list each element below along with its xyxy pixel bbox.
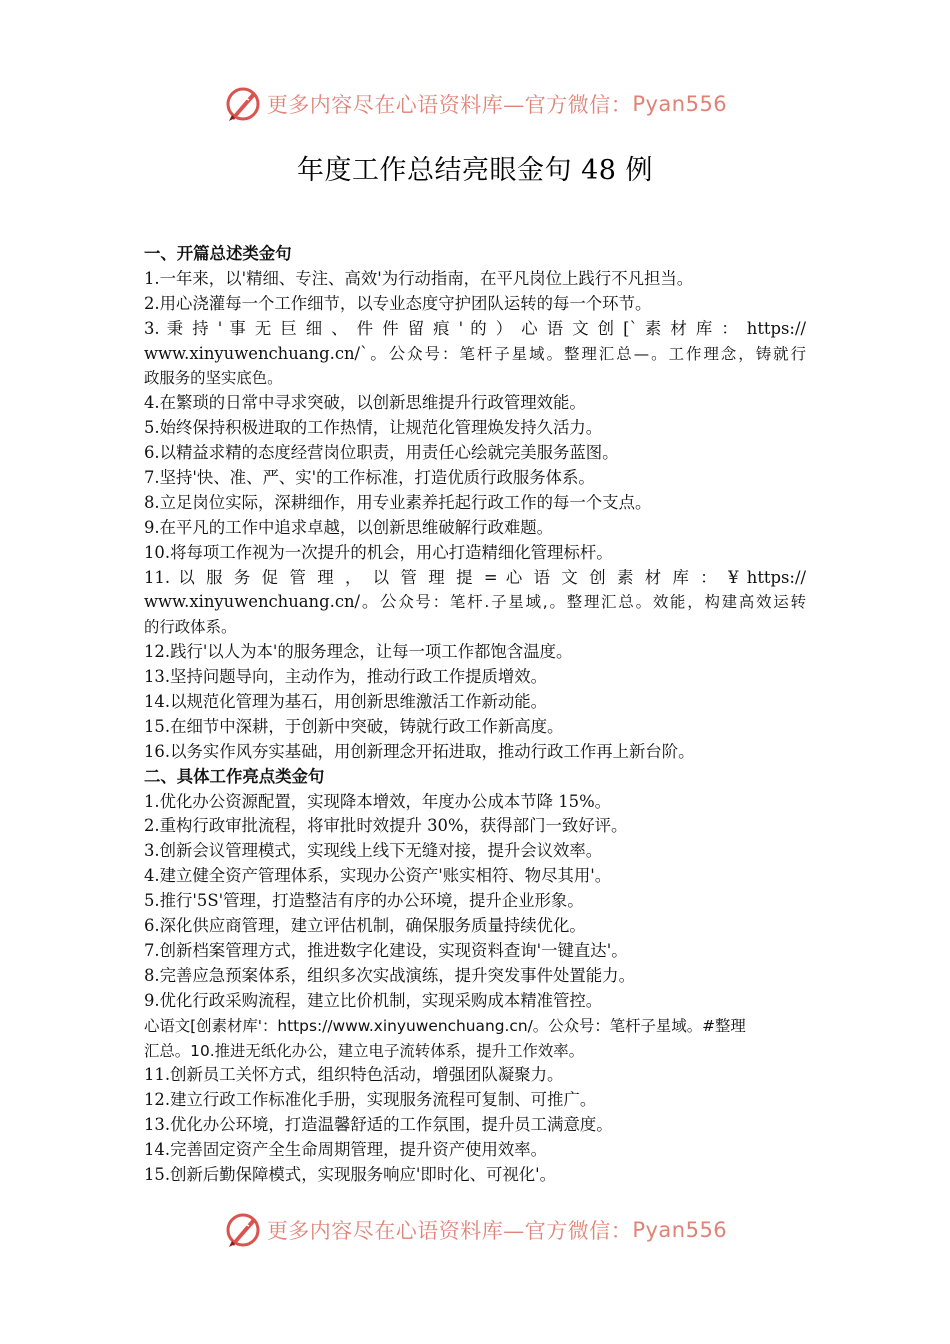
text-line: 1.优化办公资源配置，实现降本增效，年度办公成本节降 15%。 (144, 791, 612, 811)
text-line: www.xinyuwenchuang.cn/`。公众号：笔杆子星域。整理汇总—。工作理念，铸就行 (144, 343, 806, 363)
text-line: 4.在繁琐的日常中寻求突破，以创新思维提升行政管理效能。 (144, 393, 586, 413)
text-line: 2.重构行政审批流程，将审批时效提升 30%，获得部门一致好评。 (144, 816, 628, 836)
banner-wechat-id: Pyan556 (632, 1218, 728, 1242)
text-line: 心语文[创素材库'：https://www.xinyuwenchuang.cn/。公众号：笔杆子星域。#整理 (144, 1016, 746, 1035)
pen-logo-icon (223, 1210, 263, 1250)
text-line: 10.将每项工作视为一次提升的机会，用心打造精细化管理标杆。 (144, 542, 613, 562)
text-line: 8.立足岗位实际，深耕细作，用专业素养托起行政工作的每一个支点。 (144, 492, 652, 512)
page-title: 年度工作总结亮眼金句 48 例 (296, 155, 654, 186)
banner-text: 更多内容尽在心语资料库—官方微信： (266, 93, 633, 117)
text-line: 13.优化办公环境，打造温馨舒适的工作氛围，提升员工满意度。 (144, 1115, 613, 1135)
text-line: 2.用心浇灌每一个工作细节，以专业态度守护团队运转的每一个环节。 (144, 293, 652, 313)
document-body (144, 242, 806, 1188)
text-line: 15.在细节中深耕，于创新中突破，铸就行政工作新高度。 (144, 716, 564, 736)
header-banner (0, 84, 950, 124)
text-line: 4.建立健全资产管理体系，实现办公资产'账实相符、物尽其用'。 (144, 866, 612, 886)
banner-wechat-id: Pyan556 (632, 92, 728, 116)
text-line: 15.创新后勤保障模式，实现服务响应'即时化、可视化'。 (144, 1164, 557, 1184)
text-line: 11. 以 服 务 促 管 理 ， 以 管 理 提 = 心 语 文 创 素 材 库 ： ¥ https:// (144, 567, 806, 587)
text-line: 16.以务实作风夯实基础，用创新理念开拓进取，推动行政工作再上新台阶。 (144, 741, 695, 761)
text-line: 11.创新员工关怀方式，组织特色活动，增强团队凝聚力。 (144, 1065, 564, 1085)
text-line: 8.完善应急预案体系，组织多次实战演练，提升突发事件处置能力。 (144, 965, 635, 985)
text-line: 5.推行'5S'管理，打造整洁有序的办公环境，提升企业形象。 (144, 891, 584, 911)
text-line: 5.始终保持积极进取的工作热情，让规范化管理焕发持久活力。 (144, 418, 603, 438)
section-heading: 一、开篇总述类金句 (144, 244, 292, 263)
text-line: www.xinyuwenchuang.cn/。公众号：笔杆.子星域,。整理汇总。效能，构建高效运转 (144, 592, 806, 612)
text-line: 6.深化供应商管理，建立评估机制，确保服务质量持续优化。 (144, 916, 586, 936)
text-line: 9.优化行政采购流程，建立比价机制，实现采购成本精准管控。 (144, 990, 603, 1010)
text-line: 3.创新会议管理模式，实现线上线下无缝对接，提升会议效率。 (144, 841, 603, 861)
text-line: 1.一年来，以'精细、专注、高效'为行动指南，在平凡岗位上践行不凡担当。 (144, 268, 694, 288)
text-line: 7.坚持'快、准、严、实'的工作标准，打造优质行政服务体系。 (144, 468, 595, 488)
text-line: 6.以精益求精的态度经营岗位职责，用责任心绘就完美服务蓝图。 (144, 443, 619, 463)
text-line: 12.建立行政工作标准化手册，实现服务流程可复制、可推广。 (144, 1090, 597, 1110)
text-line: 9.在平凡的工作中追求卓越，以创新思维破解行政难题。 (144, 517, 554, 537)
text-line: 14.完善固定资产全生命周期管理，提升资产使用效率。 (144, 1140, 548, 1160)
text-line: 7.创新档案管理方式，推进数字化建设，实现资料查询'一键直达'。 (144, 940, 628, 960)
footer-banner (0, 1210, 950, 1250)
text-line: 的行政体系。 (144, 618, 237, 637)
text-line: 汇总。10.推进无纸化办公，建立电子流转体系，提升工作效率。 (144, 1041, 585, 1060)
text-line: 政服务的坚实底色。 (144, 369, 283, 388)
section-heading: 二、具体工作亮点类金句 (144, 766, 325, 786)
text-line: 14.以规范化管理为基石，用创新思维激活工作新动能。 (144, 692, 548, 712)
pen-logo-icon (223, 84, 263, 124)
banner-text: 更多内容尽在心语资料库—官方微信： (266, 1219, 633, 1243)
text-line: 3. 秉 持 ' 事 无 巨 细 、 件 件 留 痕 ' 的 ） 心 语 文 创 [` 素 材 库 ： https:// (144, 318, 806, 338)
text-line: 13.坚持问题导向，主动作为，推动行政工作提质增效。 (144, 667, 548, 687)
text-line: 12.践行'以人为本'的服务理念，让每一项工作都饱含温度。 (144, 642, 573, 662)
